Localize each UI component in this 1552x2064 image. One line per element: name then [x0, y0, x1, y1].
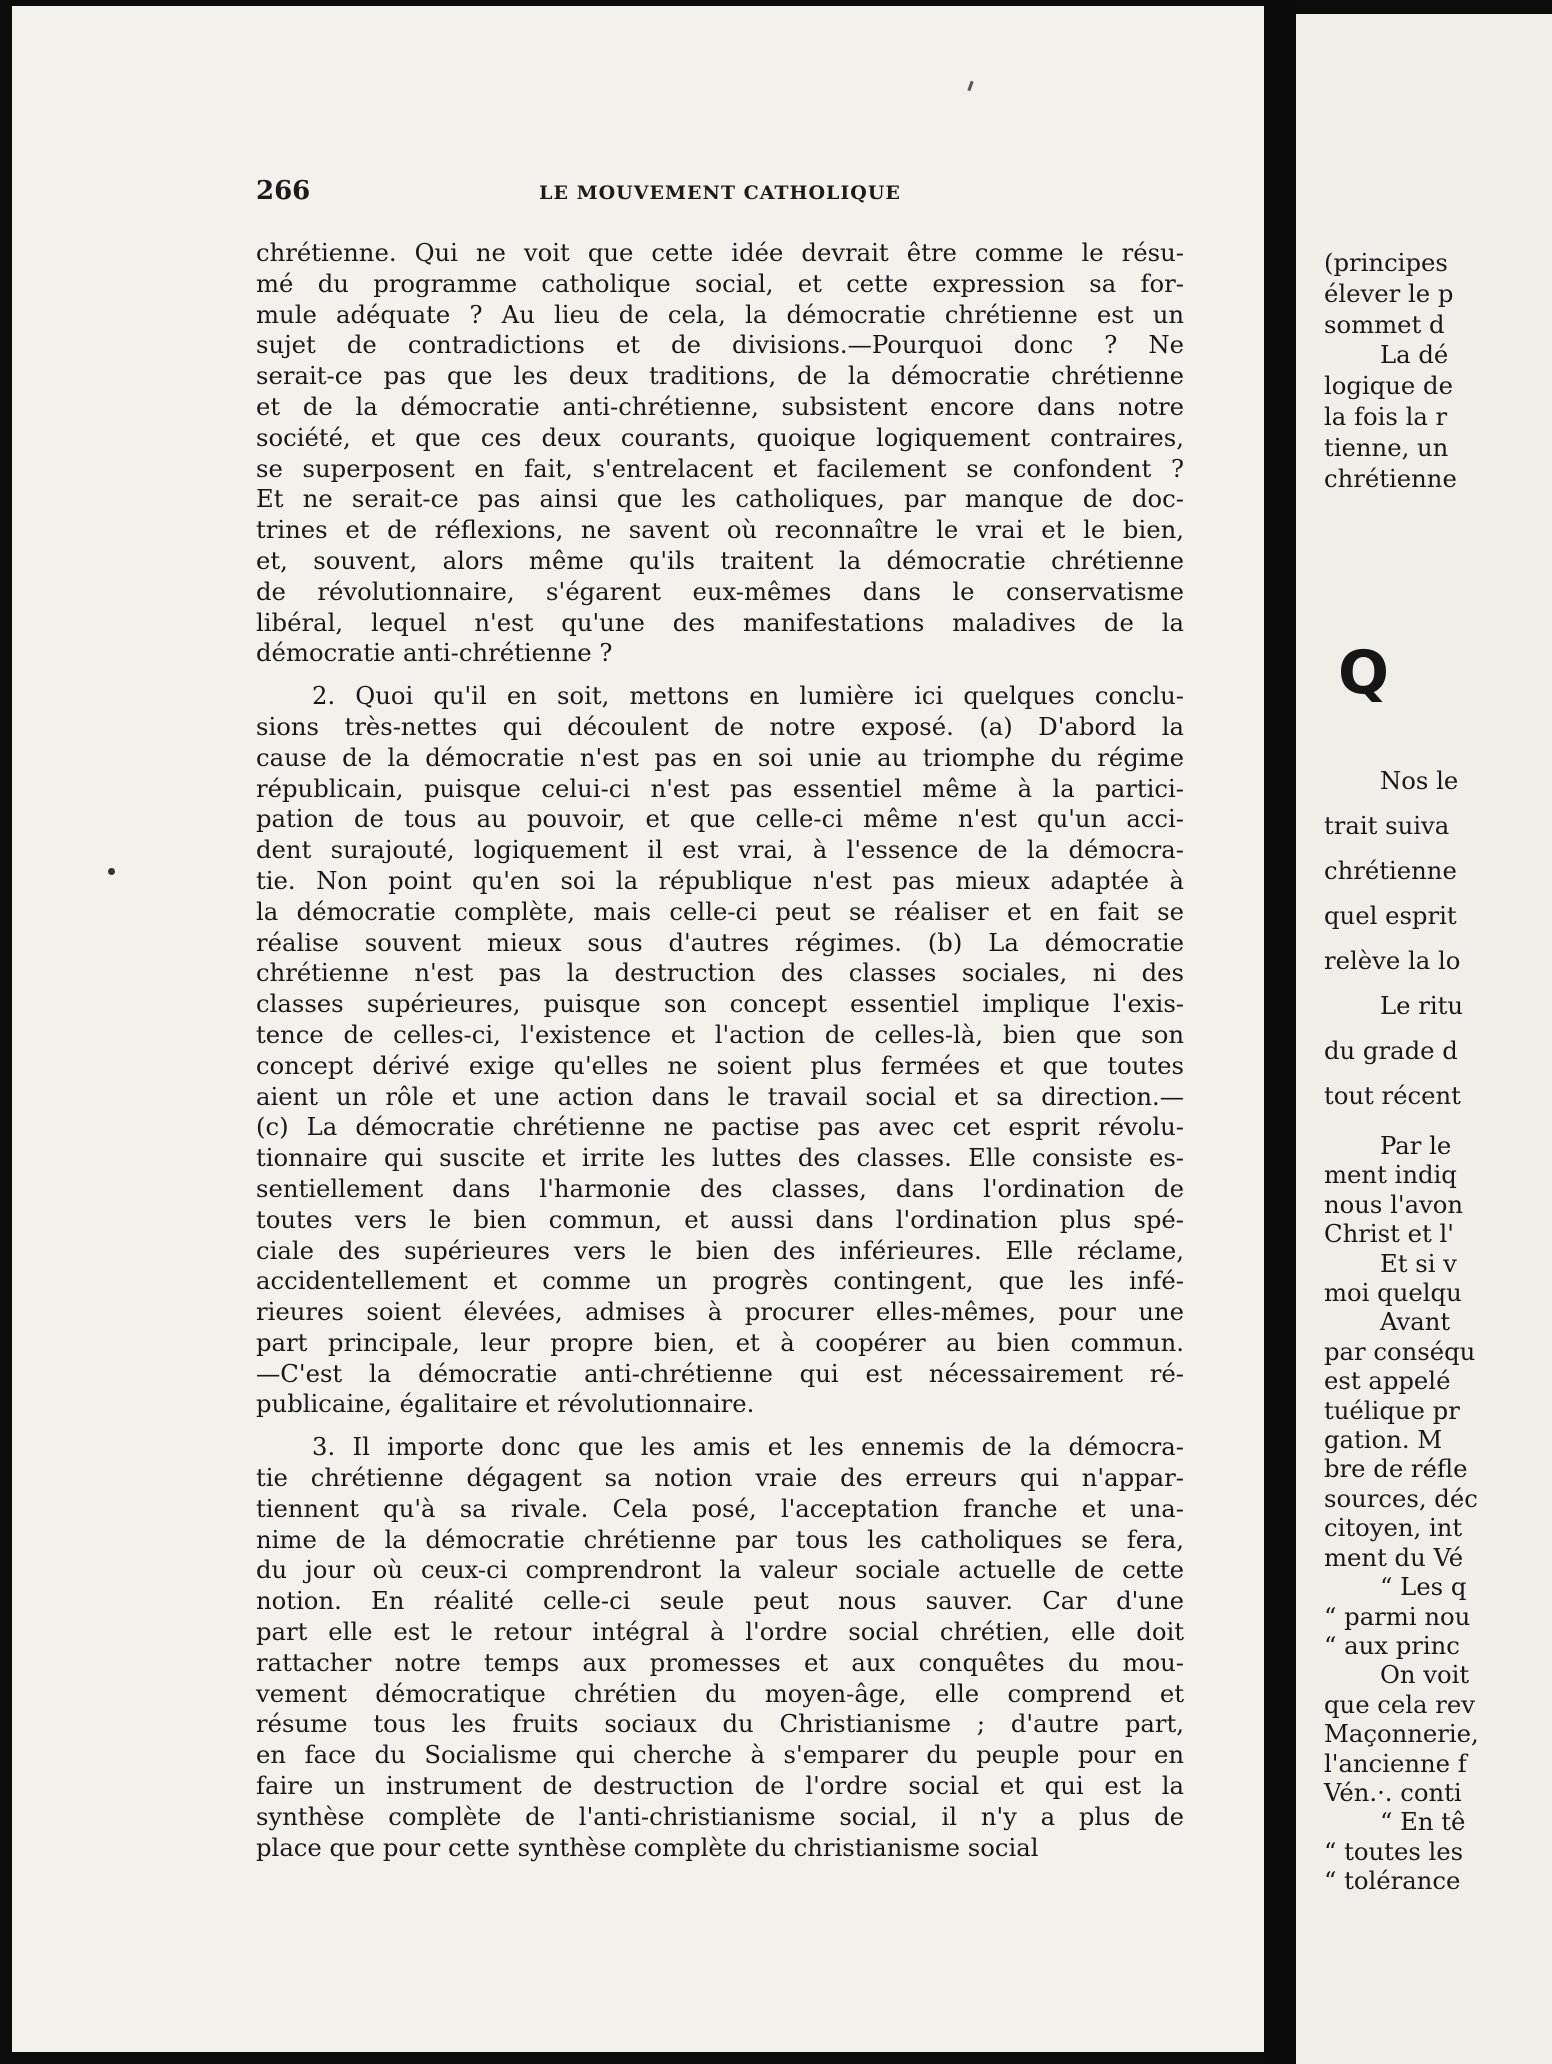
text-line: aient un rôle et une action dans le travail social et sa direction.— — [256, 1081, 1184, 1111]
text-line: dent surajouté, logiquement il est vrai, à l'essence de la démocra- — [256, 835, 1184, 865]
text-line: ment indiq — [1324, 1160, 1457, 1190]
text-line: chrétienne. Qui ne voit que cette idée devrait être comme le résu- — [256, 238, 1184, 267]
text-line: part elle est le retour intégral à l'ordre social chrétien, elle doit — [256, 1617, 1184, 1647]
text-line: se superposent en fait, s'entrelacent et facilement se confondent ? — [256, 453, 1184, 483]
text-line: Christ et l' — [1324, 1219, 1454, 1249]
text-line: que cela rev — [1324, 1689, 1475, 1719]
text-line: chrétienne n'est pas la destruction des classes sociales, ni des — [256, 958, 1184, 988]
text-line: classes supérieures, puisque son concept essentiel implique l'exis- — [256, 989, 1184, 1019]
text-line: Et si v — [1380, 1248, 1457, 1278]
text-line: vement démocratique chrétien du moyen-âge, elle comprend et — [256, 1678, 1184, 1708]
text-line: —C'est la démocratie anti-chrétienne qui est nécessairement ré- — [256, 1358, 1184, 1388]
text-line: sources, déc — [1324, 1483, 1478, 1513]
text-line: tienne, un — [1324, 432, 1449, 462]
text-line: démocratie anti-chrétienne ? — [256, 638, 613, 668]
text-line: élever le p — [1324, 278, 1454, 308]
text-line: “ parmi nou — [1324, 1601, 1471, 1631]
text-line: tionnaire qui suscite et irrite les luttes des classes. Elle consiste es- — [256, 1143, 1184, 1173]
text-line: rieures soient élevées, admises à procurer elles-mêmes, pour une — [256, 1297, 1184, 1327]
text-line: républicain, puisque celui-ci n'est pas essentiel même à la partici- — [256, 773, 1184, 803]
text-line: La dé — [1380, 340, 1449, 370]
running-head — [256, 176, 1184, 216]
text-line: Le ritu — [1380, 991, 1464, 1020]
left-page — [12, 6, 1264, 2052]
text-line: gation. M — [1324, 1425, 1443, 1455]
text-line: par conséqu — [1324, 1336, 1476, 1366]
text-line: On voit — [1380, 1660, 1470, 1690]
text-line: Avant — [1380, 1307, 1451, 1337]
text-line: “ En tê — [1380, 1807, 1466, 1837]
text-line: “ aux princ — [1324, 1630, 1460, 1660]
text-line: citoyen, int — [1324, 1513, 1463, 1543]
text-line: société, et que ces deux courants, quoique logiquement contraires, — [256, 422, 1184, 452]
book-gutter — [1264, 0, 1296, 2064]
text-line: sions très-nettes qui découlent de notre exposé. (a) D'abord la — [256, 711, 1184, 741]
text-line: place que pour cette synthèse complète du christianisme social — [256, 1832, 1039, 1862]
text-line: ciale des supérieures vers le bien des inférieures. Elle réclame, — [256, 1235, 1184, 1265]
text-line: et, souvent, alors même qu'ils traitent la démocratie chrétienne — [256, 545, 1184, 575]
text-line: ment du Vé — [1324, 1542, 1464, 1572]
text-line: relève la lo — [1324, 946, 1461, 975]
text-line: tence de celles-ci, l'existence et l'action de celles-là, bien que son — [256, 1019, 1184, 1049]
text-line: la fois la r — [1324, 401, 1448, 431]
text-line: 2. Quoi qu'il en soit, mettons en lumière ici quelques conclu- — [312, 681, 1184, 711]
text-line: serait-ce pas que les deux traditions, de la démocratie chrétienne — [256, 361, 1184, 391]
text-line: synthèse complète de l'anti-christianisme social, il n'y a plus de — [256, 1801, 1184, 1831]
text-line: du grade d — [1324, 1036, 1458, 1065]
text-line: chrétienne — [1324, 856, 1457, 885]
text-line: tiennent qu'à sa rivale. Cela posé, l'acceptation franche et una- — [256, 1493, 1184, 1523]
text-line: nime de la démocratie chrétienne par tous les catholiques se fera, — [256, 1524, 1184, 1554]
text-line: accidentellement et comme un progrès contingent, que les infé- — [256, 1266, 1184, 1296]
text-line: faire un instrument de destruction de l'ordre social et qui est la — [256, 1771, 1184, 1801]
text-line: notion. En réalité celle-ci seule peut nous sauver. Car d'une — [256, 1586, 1184, 1616]
text-line: tie chrétienne dégagent sa notion vraie des erreurs qui n'appar- — [256, 1463, 1184, 1493]
text-line: Nos le — [1380, 766, 1459, 795]
text-line: (principes — [1324, 248, 1448, 277]
text-line: est appelé — [1324, 1366, 1451, 1396]
text-line: l'ancienne f — [1324, 1748, 1467, 1778]
text-line: part principale, leur propre bien, et à coopérer au bien commun. — [256, 1327, 1184, 1357]
right-text-block-2 — [1324, 758, 1552, 1118]
text-line: tout récent — [1324, 1081, 1461, 1110]
text-line: sommet d — [1324, 309, 1445, 339]
text-line: 3. Il importe donc que les amis et les ennemis de la démocra- — [312, 1432, 1184, 1462]
text-line: trines et de réflexions, ne savent où reconnaître le vrai et le bien, — [256, 515, 1184, 545]
chapter-heading-fragment: Q — [1338, 638, 1390, 708]
right-text-block-3 — [1324, 1131, 1552, 1896]
text-line: sentiellement dans l'harmonie des classes, dans l'ordination de — [256, 1173, 1184, 1203]
text-line: trait suiva — [1324, 811, 1450, 840]
text-line: la démocratie complète, mais celle-ci peut se réaliser et en fait se — [256, 896, 1184, 926]
text-line: publicaine, égalitaire et révolutionnaire. — [256, 1389, 755, 1419]
margin-speck — [967, 81, 973, 91]
page-number: 266 — [256, 176, 311, 206]
right-page — [1296, 14, 1552, 2064]
right-text-block-1 — [1324, 248, 1552, 494]
text-line: sujet de contradictions et de divisions.—Pourquoi donc ? Ne — [256, 330, 1184, 360]
text-line: de révolutionnaire, s'égarent eux-mêmes dans le conservatisme — [256, 576, 1184, 606]
text-line: Par le — [1380, 1131, 1452, 1160]
text-line: tuélique pr — [1324, 1395, 1460, 1425]
text-line: Et ne serait-ce pas ainsi que les catholiques, par manque de doc- — [256, 484, 1184, 514]
text-line: concept dérivé exige qu'elles ne soient plus fermées et que toutes — [256, 1050, 1184, 1080]
running-title: LE MOUVEMENT CATHOLIQUE — [539, 182, 901, 204]
text-line: bre de réfle — [1324, 1454, 1468, 1484]
body-text — [256, 238, 1184, 1863]
text-line: “ Les q — [1380, 1572, 1467, 1602]
text-line: du jour où ceux-ci comprendront la valeur sociale actuelle de cette — [256, 1555, 1184, 1585]
text-line: libéral, lequel n'est qu'une des manifestations maladives de la — [256, 607, 1184, 637]
text-line: chrétienne — [1324, 463, 1457, 493]
text-line: Maçonnerie, — [1324, 1719, 1479, 1749]
text-line: et de la démocratie anti-chrétienne, subsistent encore dans notre — [256, 391, 1184, 421]
text-line: moi quelqu — [1324, 1278, 1462, 1308]
text-line: mé du programme catholique social, et cette expression sa for- — [256, 268, 1184, 298]
text-line: résume tous les fruits sociaux du Christianisme ; d'autre part, — [256, 1709, 1184, 1739]
text-line: quel esprit — [1324, 901, 1457, 930]
text-line: “ tolérance — [1324, 1866, 1461, 1896]
text-line: toutes vers le bien commun, et aussi dans l'ordination plus spé- — [256, 1204, 1184, 1234]
margin-speck — [108, 868, 115, 875]
text-line: réalise souvent mieux sous d'autres régimes. (b) La démocratie — [256, 927, 1184, 957]
text-line: en face du Socialisme qui cherche à s'emparer du peuple pour en — [256, 1740, 1184, 1770]
text-line: (c) La démocratie chrétienne ne pactise pas avec cet esprit révolu- — [256, 1112, 1184, 1142]
text-line: Vén.·. conti — [1324, 1777, 1462, 1807]
text-line: “ toutes les — [1324, 1836, 1464, 1866]
text-line: nous l'avon — [1324, 1189, 1464, 1219]
text-line: pation de tous au pouvoir, et que celle-ci même n'est qu'un acci- — [256, 804, 1184, 834]
text-line: tie. Non point qu'en soi la république n'est pas mieux adaptée à — [256, 865, 1184, 895]
text-line: logique de — [1324, 371, 1453, 401]
text-line: mule adéquate ? Au lieu de cela, la démocratie chrétienne est un — [256, 299, 1184, 329]
text-line: rattacher notre temps aux promesses et aux conquêtes du mou- — [256, 1647, 1184, 1677]
text-line: cause de la démocratie n'est pas en soi unie au triomphe du régime — [256, 742, 1184, 772]
